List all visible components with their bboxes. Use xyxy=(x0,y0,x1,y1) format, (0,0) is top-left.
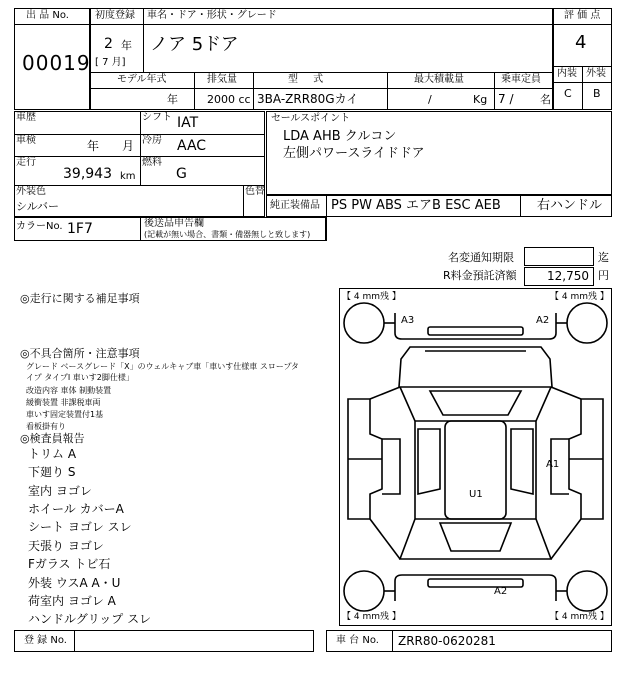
first-reg-label: 初度登録 xyxy=(95,10,135,21)
inspector-title: ◎検査員報告 xyxy=(20,432,85,445)
supplement-title: ◎走行に関する補足事項 xyxy=(20,292,140,305)
notice-box xyxy=(524,247,594,266)
max-load-label: 最大積載量 xyxy=(414,74,464,85)
type-value: 3BA-ZRR80Gカイ xyxy=(257,92,359,106)
handle-value: 右ハンドル xyxy=(537,198,603,213)
defect-line: 看板掛有り xyxy=(26,422,66,431)
inspector-line: 下廻り S xyxy=(28,465,76,479)
sales-point-line1: LDA AHB クルコン xyxy=(283,129,397,144)
shift-label: シフト xyxy=(142,112,172,123)
mark-a3: A3 xyxy=(401,315,415,326)
ac-label: 冷房 xyxy=(142,135,162,146)
aftermarket-note: (記載が無い場合、書類・備器無しと致します) xyxy=(144,230,311,239)
tire-rl-label: 【 4 mm残 】 xyxy=(342,612,401,622)
ac-value: AAC xyxy=(177,138,207,154)
inspector-line: Fガラス トビ石 xyxy=(28,557,111,571)
defect-line: 車いす固定装置付1基 xyxy=(26,410,104,419)
mileage-unit: km xyxy=(120,171,136,182)
reg-no-label: 登 録 No. xyxy=(24,635,67,646)
recycle-label: R料金預託済額 xyxy=(443,269,517,282)
history-label: 車歴 xyxy=(16,112,36,123)
displacement-value: 2000 cc xyxy=(207,93,251,106)
inspector-line: ハンドルグリップ スレ xyxy=(28,612,152,626)
first-reg-year-unit: 年 xyxy=(121,39,132,52)
aftermarket-label: 後送品申告欄 xyxy=(144,218,204,229)
defect-line: グレード ベースグレード「X」のウェルキャブ車「車いす仕様車 スロープタ xyxy=(26,362,299,371)
chassis-value: ZRR80-0620281 xyxy=(398,634,496,648)
rating-value: 4 xyxy=(575,32,587,53)
inspector-line: 荷室内 ヨゴレ A xyxy=(28,594,116,608)
lot-no-label: 出 品 No. xyxy=(26,10,69,21)
shift-value: IAT xyxy=(177,115,199,131)
tire-fr-label: 【 4 mm残 】 xyxy=(550,292,609,302)
displacement-label: 排気量 xyxy=(207,74,237,85)
notice-label: 名変通知期限 xyxy=(448,251,514,264)
inspector-line: ホイール カバーA xyxy=(28,502,124,516)
inspector-line: シート ヨゴレ スレ xyxy=(28,520,132,534)
mileage-label: 走行 xyxy=(16,157,36,168)
recycle-value: 12,750 xyxy=(547,269,589,283)
notice-unit: 迄 xyxy=(598,251,609,264)
exterior-color-value: シルバー xyxy=(16,200,59,213)
exterior-grade: B xyxy=(593,87,601,100)
max-load-value: / xyxy=(428,93,432,106)
tire-fl-label: 【 4 mm残 】 xyxy=(342,292,401,302)
equipment-label: 純正装備品 xyxy=(270,200,320,211)
mileage-value: 39,943 xyxy=(63,166,112,182)
mark-a2-rear: A2 xyxy=(494,586,508,597)
tire-rr-label: 【 4 mm残 】 xyxy=(550,612,609,622)
exterior-color-label: 外装色 xyxy=(16,186,46,197)
interior-label: 内装 xyxy=(557,68,577,79)
capacity-unit: 名 xyxy=(540,93,551,106)
capacity-value: 7 / xyxy=(498,92,514,106)
mark-a1: A1 xyxy=(546,459,560,470)
fuel-value: G xyxy=(176,166,187,182)
defect-line: 改造内容 車体 制動装置 xyxy=(26,386,112,395)
inspection-year-unit: 年 xyxy=(87,139,100,153)
lot-no: 00019 xyxy=(22,51,91,75)
inspector-line: 室内 ヨゴレ xyxy=(28,484,92,498)
rating-label: 評 価 点 xyxy=(564,10,601,21)
sales-point-line2: 左側パワースライドドア xyxy=(283,146,425,161)
interior-grade: C xyxy=(564,87,572,100)
car-name-label: 車名・ドア・形状・グレード xyxy=(147,10,277,21)
first-reg-year: 2 xyxy=(104,36,113,52)
type-label: 型 式 xyxy=(288,74,330,85)
defect-line: イプ タイプⅠ 車いす2脚仕様」 xyxy=(26,373,134,382)
fuel-label: 燃料 xyxy=(142,157,162,168)
max-load-unit: Kg xyxy=(473,93,488,106)
color-no-label: カラーNo. xyxy=(16,221,63,232)
inspection-month-unit: 月 xyxy=(122,139,135,153)
sales-point-label: セールスポイント xyxy=(271,113,351,124)
capacity-label: 乗車定員 xyxy=(501,74,541,85)
inspector-line: 外装 ウスA A・U xyxy=(28,576,121,590)
recycle-unit: 円 xyxy=(598,269,609,282)
model-year-unit: 年 xyxy=(167,93,178,106)
inspector-line: 天張り ヨゴレ xyxy=(28,539,104,553)
inspection-label: 車検 xyxy=(16,135,36,146)
defects-title: ◎不具合箇所・注意事項 xyxy=(20,347,140,360)
car-outline xyxy=(340,289,611,625)
first-reg-month: [ 7 月] xyxy=(95,57,126,68)
model-year-label: モデル年式 xyxy=(117,74,167,85)
exterior-label: 外装 xyxy=(586,68,606,79)
damage-diagram xyxy=(339,288,612,626)
equipment-value: PS PW ABS エアB ESC AEB xyxy=(331,198,501,213)
mark-u1: U1 xyxy=(469,489,483,500)
defect-line: 緩衝装置 非課税車両 xyxy=(26,398,101,407)
mark-a2-front: A2 xyxy=(536,315,550,326)
chassis-label: 車 台 No. xyxy=(336,635,379,646)
color-no-value: 1F7 xyxy=(67,221,93,237)
color-change-label: 色替 xyxy=(245,186,265,197)
inspector-line: トリム A xyxy=(28,447,77,461)
car-name: ノア 5ドア xyxy=(150,34,239,55)
